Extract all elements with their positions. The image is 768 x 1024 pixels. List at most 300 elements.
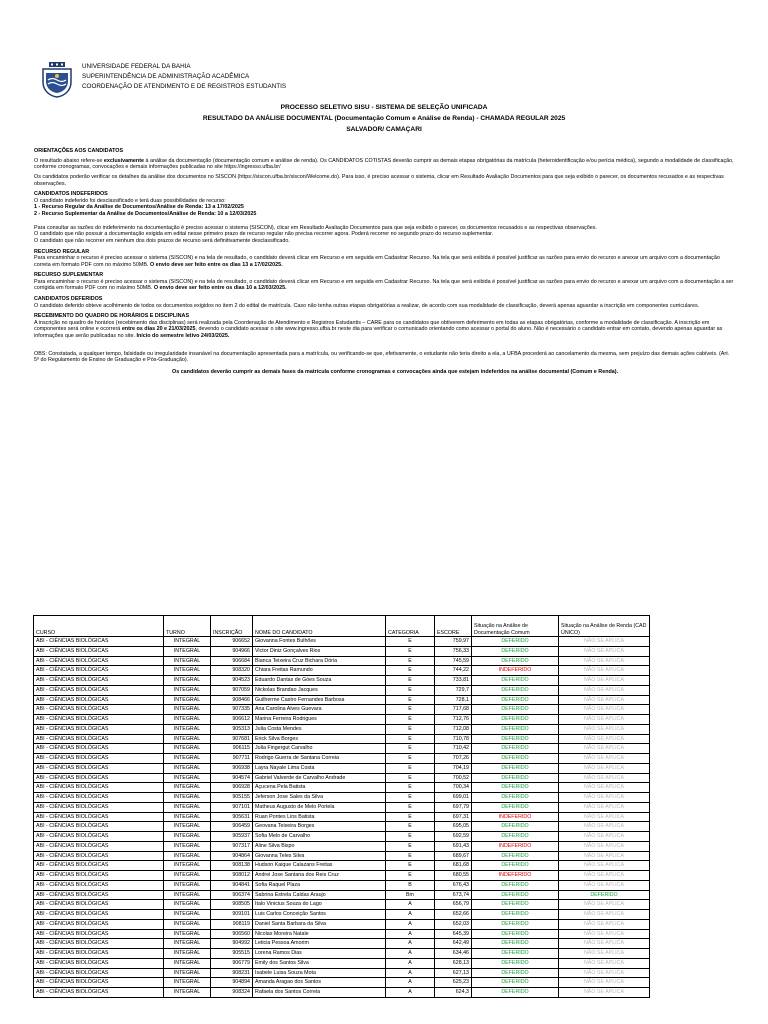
cell-turno: INTEGRAL (164, 978, 211, 988)
cell-turno: INTEGRAL (164, 988, 211, 998)
table-row (34, 744, 650, 754)
cell-curso: ABI - CIÊNCIAS BIOLÓGICAS (34, 744, 164, 754)
cell-nome: Victor Diniz Gonçalves Rios (253, 646, 386, 656)
cell-curso: ABI - CIÊNCIAS BIOLÓGICAS (34, 715, 164, 725)
cell-escore: 652,03 (435, 919, 472, 929)
cell-inscricao: 909101 (211, 910, 253, 920)
cell-turno: INTEGRAL (164, 646, 211, 656)
cell-inscricao: 908466 (211, 695, 253, 705)
paragraph (34, 320, 734, 340)
table-row (34, 861, 650, 871)
cell-nome: Marina Ferreira Rodrigues (253, 715, 386, 725)
cell-turno: INTEGRAL (164, 968, 211, 978)
cell-turno: INTEGRAL (164, 871, 211, 881)
cell-nome: Giovanna Teles Silva (253, 851, 386, 861)
text-run: Início do semestre letivo 24/03/2025. (136, 333, 230, 340)
cell-categoria: E (386, 861, 435, 871)
cell-inscricao: 906928 (211, 783, 253, 793)
cell-situacao-renda: NÃO SE APLICA (559, 968, 650, 978)
cell-nome: Italo Vinicius Souza do Lago (253, 900, 386, 910)
cell-turno: INTEGRAL (164, 900, 211, 910)
cell-turno: INTEGRAL (164, 910, 211, 920)
cell-categoria: E (386, 871, 435, 881)
cell-categoria: E (386, 724, 435, 734)
cell-escore: 634,46 (435, 949, 472, 959)
section-heading: CANDIDATOS INDEFERIDOS (34, 191, 108, 198)
text-run: A inscrição no quadro de horários (recebimento das disciplinas) será realizada pela Coordenação de Atendimento e Registros Estudantis – CARE para os candidatos que obtiverem deferimento em todas as etapas obrigatórias, conforme a modalidade de classificação. A inscrição em componentes será online e ocorrerá (34, 319, 710, 333)
cell-situacao-renda: NÃO SE APLICA (559, 783, 650, 793)
cell-categoria: E (386, 637, 435, 647)
section-heading: RECURSO REGULAR (34, 248, 90, 255)
table-row (34, 939, 650, 949)
cell-categoria: E (386, 773, 435, 783)
cell-turno: INTEGRAL (164, 802, 211, 812)
cell-categoria: E (386, 676, 435, 686)
table-row (34, 968, 650, 978)
cell-situacao-comum: DEFERIDO (472, 705, 559, 715)
institution-line: SUPERINTENDÊNCIA DE ADMINISTRAÇÃO ACADÊMICA (82, 73, 250, 80)
table-row (34, 929, 650, 939)
text-run: O envio deve ser feito entre os dias 10 a 12/03/2025. (153, 285, 287, 292)
cell-escore: 733,81 (435, 676, 472, 686)
paragraph (34, 255, 734, 268)
cell-inscricao: 904523 (211, 676, 253, 686)
cell-categoria: E (386, 783, 435, 793)
cell-turno: INTEGRAL (164, 851, 211, 861)
table-row (34, 822, 650, 832)
cell-categoria: A (386, 978, 435, 988)
cell-categoria: E (386, 695, 435, 705)
cell-situacao-renda: NÃO SE APLICA (559, 978, 650, 988)
cell-situacao-renda: NÃO SE APLICA (559, 666, 650, 676)
table-row (34, 637, 650, 647)
cell-categoria: E (386, 656, 435, 666)
table-row (34, 988, 650, 998)
table-row (34, 695, 650, 705)
cell-curso: ABI - CIÊNCIAS BIOLÓGICAS (34, 705, 164, 715)
table-row (34, 646, 650, 656)
cell-escore: 712,08 (435, 724, 472, 734)
column-header-curso: CURSO (34, 616, 164, 637)
cell-inscricao: 904841 (211, 880, 253, 890)
cell-situacao-comum: DEFERIDO (472, 978, 559, 988)
cell-turno: INTEGRAL (164, 939, 211, 949)
cell-escore: 710,78 (435, 734, 472, 744)
cell-situacao-renda: NÃO SE APLICA (559, 695, 650, 705)
cell-escore: 656,79 (435, 900, 472, 910)
cell-categoria: E (386, 754, 435, 764)
table-row (34, 724, 650, 734)
cell-curso: ABI - CIÊNCIAS BIOLÓGICAS (34, 841, 164, 851)
cell-curso: ABI - CIÊNCIAS BIOLÓGICAS (34, 988, 164, 998)
cell-categoria: A (386, 968, 435, 978)
table-row (34, 812, 650, 822)
cell-curso: ABI - CIÊNCIAS BIOLÓGICAS (34, 968, 164, 978)
cell-categoria: E (386, 851, 435, 861)
cell-situacao-renda: NÃO SE APLICA (559, 656, 650, 666)
cell-escore: 652,66 (435, 910, 472, 920)
cell-turno: INTEGRAL (164, 890, 211, 900)
cell-situacao-comum: INDEFERIDO (472, 812, 559, 822)
cell-nome: Nicolas Moreira Natale (253, 929, 386, 939)
cell-situacao-renda: NÃO SE APLICA (559, 676, 650, 686)
cell-situacao-renda: NÃO SE APLICA (559, 919, 650, 929)
cell-categoria: A (386, 900, 435, 910)
cell-nome: Isabele Luisa Souza Mota (253, 968, 386, 978)
cell-inscricao: 906459 (211, 822, 253, 832)
cell-curso: ABI - CIÊNCIAS BIOLÓGICAS (34, 724, 164, 734)
cell-categoria: A (386, 958, 435, 968)
cell-escore: 689,67 (435, 851, 472, 861)
cell-categoria: E (386, 812, 435, 822)
cell-categoria: A (386, 988, 435, 998)
table-row (34, 871, 650, 881)
cell-categoria: A (386, 949, 435, 959)
cell-curso: ABI - CIÊNCIAS BIOLÓGICAS (34, 851, 164, 861)
institution-block (82, 62, 286, 92)
table-row (34, 949, 650, 959)
cell-nome: Chiara Freitas Ramundo (253, 666, 386, 676)
table-row (34, 685, 650, 695)
cell-situacao-comum: DEFERIDO (472, 724, 559, 734)
cell-situacao-renda: NÃO SE APLICA (559, 793, 650, 803)
cell-situacao-comum: INDEFERIDO (472, 666, 559, 676)
cell-turno: INTEGRAL (164, 744, 211, 754)
cell-situacao-renda: NÃO SE APLICA (559, 724, 650, 734)
cell-situacao-renda: NÃO SE APLICA (559, 929, 650, 939)
cell-escore: 624,3 (435, 988, 472, 998)
cell-situacao-comum: DEFERIDO (472, 637, 559, 647)
cell-curso: ABI - CIÊNCIAS BIOLÓGICAS (34, 646, 164, 656)
table-row (34, 832, 650, 842)
cell-curso: ABI - CIÊNCIAS BIOLÓGICAS (34, 773, 164, 783)
cell-turno: INTEGRAL (164, 754, 211, 764)
text-run: Para encaminhar o recurso é preciso acessar o sistema (SISCON) e na tela de resultado, o candidato deverá clicar em Recurso e em seguida em Cadastrar Recurso. Na tela que será exibida é possível justificar as razões para envio do recurso e anexar um arquivo com a documentação correta em formato PDF com no máximo 50MB. (34, 255, 720, 268)
cell-curso: ABI - CIÊNCIAS BIOLÓGICAS (34, 802, 164, 812)
cell-situacao-renda: NÃO SE APLICA (559, 705, 650, 715)
cell-curso: ABI - CIÊNCIAS BIOLÓGICAS (34, 861, 164, 871)
cell-situacao-comum: DEFERIDO (472, 695, 559, 705)
cell-categoria: Bm (386, 890, 435, 900)
paragraph: 1 - Recurso Regular da Análise de Documentos/Análise de Renda: 13 a 17/02/2025 (34, 204, 244, 211)
cell-situacao-comum: DEFERIDO (472, 656, 559, 666)
cell-nome: Sabrina Estrela Caldas Araujo (253, 890, 386, 900)
section-heading: RECURSO SUPLEMENTAR (34, 272, 104, 279)
paragraph: 2 - Recurso Suplementar da Análise de Documentos/Análise de Renda: 10 a 12/03/2025 (34, 210, 257, 217)
text-run: O envio deve ser feito entre os dias 13 a 17/02/2025. (149, 261, 283, 268)
cell-curso: ABI - CIÊNCIAS BIOLÓGICAS (34, 871, 164, 881)
cell-nome: Luis Carlos Conceição Santos (253, 910, 386, 920)
cell-situacao-comum: INDEFERIDO (472, 841, 559, 851)
table-row (34, 666, 650, 676)
cell-nome: Guilherme Castro Fernandes Barbosa (253, 695, 386, 705)
cell-inscricao: 908324 (211, 988, 253, 998)
ufba-crest-icon (40, 62, 74, 98)
cell-turno: INTEGRAL (164, 666, 211, 676)
cell-situacao-comum: DEFERIDO (472, 754, 559, 764)
cell-inscricao: 908320 (211, 666, 253, 676)
cell-nome: Sofia Raquel Plaza (253, 880, 386, 890)
table-row (34, 754, 650, 764)
text-run: exclusivamente (103, 157, 144, 164)
observation-note: OBS: Constatada, a qualquer tempo, falsidade ou irregularidade insanável na documentação apresentada para a matrícula, ou verificando-se que, efetivamente, o estudante não teria direito a ela, a UFBA procederá ao cancelamento da mesma, sem prejuízo das demais ações cabíveis. (Art. 5º do Regulamento de Ensino de Graduação e Pós-Graduação). (34, 350, 730, 364)
cell-categoria: E (386, 646, 435, 656)
cell-situacao-comum: DEFERIDO (472, 763, 559, 773)
cell-turno: INTEGRAL (164, 637, 211, 647)
cell-nome: Amanda Aragao dos Santos (253, 978, 386, 988)
table-row (34, 734, 650, 744)
cell-inscricao: 906652 (211, 637, 253, 647)
cell-escore: 712,76 (435, 715, 472, 725)
cell-escore: 729,7 (435, 685, 472, 695)
cell-nome: Daniel Santa Barbara da Silva (253, 919, 386, 929)
cell-escore: 628,13 (435, 958, 472, 968)
cell-inscricao: 906115 (211, 744, 253, 754)
cell-nome: Jeferson Jose Sales da Silva (253, 793, 386, 803)
cell-turno: INTEGRAL (164, 812, 211, 822)
cell-curso: ABI - CIÊNCIAS BIOLÓGICAS (34, 978, 164, 988)
table-row (34, 676, 650, 686)
cell-escore: 680,55 (435, 871, 472, 881)
cell-turno: INTEGRAL (164, 822, 211, 832)
cell-situacao-comum: DEFERIDO (472, 793, 559, 803)
table-row (34, 773, 650, 783)
cell-escore: 673,74 (435, 890, 472, 900)
cell-situacao-comum: DEFERIDO (472, 822, 559, 832)
cell-situacao-renda: NÃO SE APLICA (559, 812, 650, 822)
cell-nome: Julia Costa Mendes (253, 724, 386, 734)
column-header-nome: NOME DO CANDIDATO (253, 616, 386, 637)
cell-categoria: E (386, 744, 435, 754)
cell-situacao-renda: NÃO SE APLICA (559, 880, 650, 890)
cell-nome: Rodrigo Guerra de Santana Correia (253, 754, 386, 764)
table-row (34, 783, 650, 793)
cell-categoria: E (386, 802, 435, 812)
cell-situacao-comum: DEFERIDO (472, 851, 559, 861)
column-header-situacao-renda: Situação na Análise de Renda (CAD ÚNICO) (559, 616, 650, 637)
cell-situacao-comum: DEFERIDO (472, 890, 559, 900)
cell-situacao-comum: DEFERIDO (472, 646, 559, 656)
text-run: , devendo o candidato acessar o site www.ingresso.ufba.br neste dia para verificar o comunicado orientando como acessar o portal do aluno. Não é necessário o candidato entrar em contato, devendo apenas aguardar as informações que serão publicadas no site. (34, 326, 723, 340)
cell-nome: Ana Carolina Alves Guevara (253, 705, 386, 715)
cell-situacao-renda: NÃO SE APLICA (559, 949, 650, 959)
cell-escore: 695,05 (435, 822, 472, 832)
document-location: SALVADOR/ CAMAÇARI (346, 126, 422, 133)
table-row (34, 910, 650, 920)
cell-escore: 697,79 (435, 802, 472, 812)
cell-situacao-comum: DEFERIDO (472, 734, 559, 744)
cell-escore: 756,33 (435, 646, 472, 656)
cell-situacao-renda: NÃO SE APLICA (559, 734, 650, 744)
cell-curso: ABI - CIÊNCIAS BIOLÓGICAS (34, 685, 164, 695)
cell-escore: 692,59 (435, 832, 472, 842)
cell-inscricao: 906374 (211, 890, 253, 900)
paragraph: Para consultar as razões do indeferimento na documentação é preciso acessar o sistema (SISCON), clicar em Resultado Avaliação Documentos para que seja exibido o parecer, os documentos recusados e as respectivas observações. (34, 224, 597, 231)
cell-nome: Giovanna Fontes Bulhões (253, 637, 386, 647)
cell-categoria: E (386, 841, 435, 851)
cell-nome: Lorena Ramos Dias (253, 949, 386, 959)
document-title: PROCESSO SELETIVO SISU - SISTEMA DE SELEÇÃO UNIFICADA (280, 104, 488, 111)
cell-nome: Emily dos Santos Silva (253, 958, 386, 968)
table-row (34, 715, 650, 725)
cell-escore: 642,49 (435, 939, 472, 949)
cell-situacao-comum: DEFERIDO (472, 773, 559, 783)
cell-nome: Matheus Augusto de Melo Portela (253, 802, 386, 812)
cell-situacao-comum: DEFERIDO (472, 929, 559, 939)
cell-inscricao: 908119 (211, 919, 253, 929)
cell-situacao-renda: DEFERIDO (559, 890, 650, 900)
cell-turno: INTEGRAL (164, 861, 211, 871)
cell-situacao-renda: NÃO SE APLICA (559, 637, 650, 647)
final-notice: Os candidatos deverão cumprir as demais fases da matrícula conforme cronogramas e convocações ainda que estejam indeferidos na análise documental (Comum e Renda). (172, 369, 619, 376)
table-row (34, 958, 650, 968)
cell-curso: ABI - CIÊNCIAS BIOLÓGICAS (34, 676, 164, 686)
cell-inscricao: 904992 (211, 939, 253, 949)
cell-situacao-renda: NÃO SE APLICA (559, 988, 650, 998)
cell-curso: ABI - CIÊNCIAS BIOLÓGICAS (34, 793, 164, 803)
cell-inscricao: 907059 (211, 685, 253, 695)
cell-turno: INTEGRAL (164, 715, 211, 725)
cell-nome: Aline Silva Bispo (253, 841, 386, 851)
cell-situacao-comum: DEFERIDO (472, 744, 559, 754)
cell-categoria: E (386, 666, 435, 676)
cell-inscricao: 907681 (211, 734, 253, 744)
cell-curso: ABI - CIÊNCIAS BIOLÓGICAS (34, 832, 164, 842)
cell-categoria: E (386, 705, 435, 715)
cell-escore: 697,31 (435, 812, 472, 822)
cell-inscricao: 906684 (211, 656, 253, 666)
cell-situacao-comum: INDEFERIDO (472, 871, 559, 881)
cell-turno: INTEGRAL (164, 958, 211, 968)
cell-curso: ABI - CIÊNCIAS BIOLÓGICAS (34, 900, 164, 910)
cell-escore: 744,22 (435, 666, 472, 676)
cell-nome: Erick Silva Borges (253, 734, 386, 744)
cell-nome: Eduardo Dantas de Góes Souza (253, 676, 386, 686)
cell-situacao-renda: NÃO SE APLICA (559, 841, 650, 851)
institution-line: UNIVERSIDADE FEDERAL DA BAHIA (82, 63, 191, 70)
cell-situacao-comum: DEFERIDO (472, 802, 559, 812)
cell-situacao-comum: DEFERIDO (472, 958, 559, 968)
cell-inscricao: 905313 (211, 724, 253, 734)
table-row (34, 763, 650, 773)
cell-nome: Leticia Pessoa Amorim (253, 939, 386, 949)
cell-curso: ABI - CIÊNCIAS BIOLÓGICAS (34, 890, 164, 900)
cell-situacao-renda: NÃO SE APLICA (559, 861, 650, 871)
cell-situacao-comum: DEFERIDO (472, 968, 559, 978)
cell-escore: 700,52 (435, 773, 472, 783)
cell-categoria: E (386, 822, 435, 832)
cell-escore: 728,1 (435, 695, 472, 705)
paragraph: O candidato que não possuir a documentação exigida em edital nesse primeiro prazo de recurso regular não precisa recorrer agora. Poderá recorrer no segundo prazo do recurso suplementar. (34, 231, 494, 238)
text-run: O resultado abaixo refere-se (34, 157, 104, 164)
cell-situacao-comum: DEFERIDO (472, 676, 559, 686)
cell-turno: INTEGRAL (164, 763, 211, 773)
cell-situacao-comum: DEFERIDO (472, 919, 559, 929)
table-row (34, 851, 650, 861)
cell-situacao-comum: DEFERIDO (472, 832, 559, 842)
cell-nome: Andrei Jose Santana dos Reis Cruz (253, 871, 386, 881)
table-row (34, 890, 650, 900)
cell-categoria: A (386, 919, 435, 929)
cell-inscricao: 905937 (211, 832, 253, 842)
cell-escore: 707,26 (435, 754, 472, 764)
cell-nome: Gabriel Valverde de Carvalho Andrade (253, 773, 386, 783)
cell-curso: ABI - CIÊNCIAS BIOLÓGICAS (34, 919, 164, 929)
cell-curso: ABI - CIÊNCIAS BIOLÓGICAS (34, 822, 164, 832)
cell-nome: Nickolas Brandao Jacques (253, 685, 386, 695)
section-heading: ORIENTAÇÕES AOS CANDIDATOS (34, 148, 124, 154)
cell-situacao-comum: DEFERIDO (472, 861, 559, 871)
table-row (34, 841, 650, 851)
table-row (34, 919, 650, 929)
cell-turno: INTEGRAL (164, 724, 211, 734)
table-row (34, 793, 650, 803)
cell-nome: Ruan Pontes Lins Batista (253, 812, 386, 822)
paragraph: O candidato indeferido foi desclassificado e terá duas possibilidades de recurso: (34, 197, 226, 204)
cell-turno: INTEGRAL (164, 793, 211, 803)
cell-inscricao: 906560 (211, 929, 253, 939)
cell-situacao-renda: NÃO SE APLICA (559, 832, 650, 842)
cell-inscricao: 907711 (211, 754, 253, 764)
cell-curso: ABI - CIÊNCIAS BIOLÓGICAS (34, 666, 164, 676)
cell-situacao-comum: DEFERIDO (472, 685, 559, 695)
paragraph (34, 279, 734, 292)
cell-turno: INTEGRAL (164, 841, 211, 851)
section-heading: RECEBIMENTO DO QUADRO DE HORÁRIOS E DISCIPLINAS (34, 313, 190, 320)
table-header-row (34, 616, 650, 637)
table-row (34, 705, 650, 715)
cell-nome: Rafaela dos Santos Correia (253, 988, 386, 998)
paragraph (34, 158, 734, 171)
cell-situacao-renda: NÃO SE APLICA (559, 744, 650, 754)
cell-turno: INTEGRAL (164, 773, 211, 783)
cell-curso: ABI - CIÊNCIAS BIOLÓGICAS (34, 929, 164, 939)
cell-inscricao: 906612 (211, 715, 253, 725)
cell-situacao-comum: DEFERIDO (472, 988, 559, 998)
cell-escore: 700,34 (435, 783, 472, 793)
cell-curso: ABI - CIÊNCIAS BIOLÓGICAS (34, 910, 164, 920)
cell-inscricao: 905515 (211, 949, 253, 959)
cell-escore: 691,43 (435, 841, 472, 851)
cell-turno: INTEGRAL (164, 949, 211, 959)
cell-curso: ABI - CIÊNCIAS BIOLÓGICAS (34, 656, 164, 666)
cell-turno: INTEGRAL (164, 880, 211, 890)
cell-curso: ABI - CIÊNCIAS BIOLÓGICAS (34, 754, 164, 764)
cell-situacao-comum: DEFERIDO (472, 880, 559, 890)
cell-turno: INTEGRAL (164, 734, 211, 744)
cell-situacao-renda: NÃO SE APLICA (559, 715, 650, 725)
cell-turno: INTEGRAL (164, 695, 211, 705)
cell-situacao-renda: NÃO SE APLICA (559, 910, 650, 920)
cell-turno: INTEGRAL (164, 656, 211, 666)
table-row (34, 900, 650, 910)
cell-turno: INTEGRAL (164, 832, 211, 842)
cell-turno: INTEGRAL (164, 705, 211, 715)
cell-situacao-renda: NÃO SE APLICA (559, 773, 650, 783)
table-row (34, 656, 650, 666)
cell-categoria: E (386, 734, 435, 744)
cell-inscricao: 908138 (211, 861, 253, 871)
cell-nome: Sofia Melo de Carvalho (253, 832, 386, 842)
cell-situacao-comum: DEFERIDO (472, 939, 559, 949)
cell-inscricao: 906938 (211, 763, 253, 773)
cell-categoria: E (386, 763, 435, 773)
cell-categoria: E (386, 685, 435, 695)
cell-situacao-renda: NÃO SE APLICA (559, 763, 650, 773)
cell-escore: 676,43 (435, 880, 472, 890)
table-row (34, 802, 650, 812)
cell-nome: Hudson Kaique Calazans Freitas (253, 861, 386, 871)
